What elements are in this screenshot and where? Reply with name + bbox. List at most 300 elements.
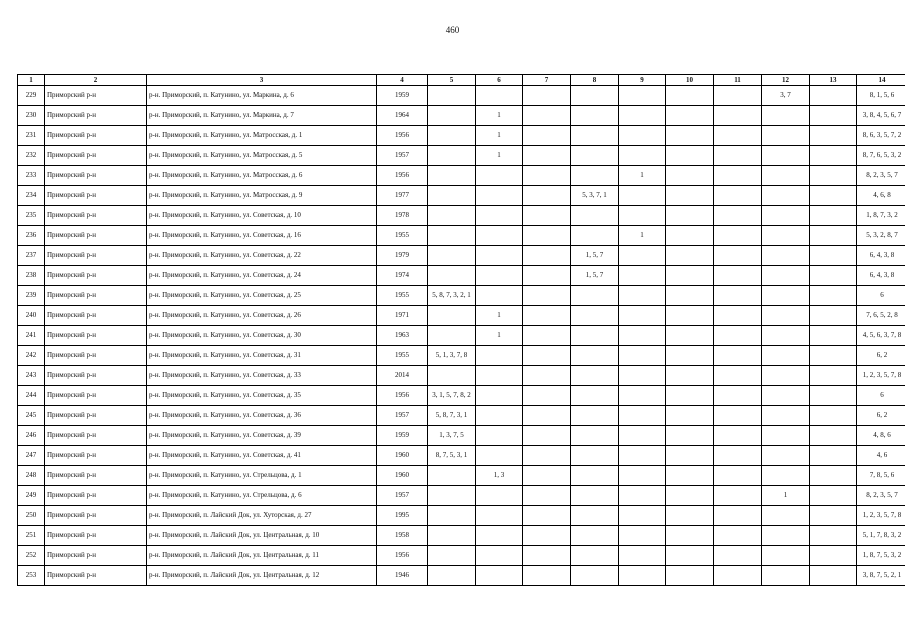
column-5-cell: 5, 1, 3, 7, 8: [428, 346, 476, 366]
address-cell: р-н. Приморский, п. Катунино, ул. Советская, д. 33: [147, 366, 377, 386]
year-cell: 1995: [377, 506, 428, 526]
column-14-cell: 8, 1, 5, 6: [857, 86, 905, 106]
column-10-cell: [666, 146, 714, 166]
column-9-cell: [619, 306, 666, 326]
row-number: 249: [18, 486, 45, 506]
column-14-cell: 1, 2, 3, 5, 7, 8: [857, 366, 905, 386]
row-number: 247: [18, 446, 45, 466]
district-cell: Приморский р-н: [45, 166, 147, 186]
district-cell: Приморский р-н: [45, 266, 147, 286]
row-number: 250: [18, 506, 45, 526]
year-cell: 1958: [377, 526, 428, 546]
year-cell: 1956: [377, 166, 428, 186]
column-8-cell: [571, 146, 619, 166]
column-12-cell: [762, 146, 810, 166]
column-11-cell: [714, 126, 762, 146]
table-row: [18, 206, 905, 226]
table-row: [18, 526, 905, 546]
row-number: 253: [18, 566, 45, 586]
column-10-cell: [666, 506, 714, 526]
column-10-cell: [666, 526, 714, 546]
district-cell: Приморский р-н: [45, 226, 147, 246]
row-number: 245: [18, 406, 45, 426]
column-9-cell: [619, 106, 666, 126]
column-8-cell: [571, 506, 619, 526]
column-9-cell: [619, 246, 666, 266]
column-11-cell: [714, 486, 762, 506]
district-cell: Приморский р-н: [45, 506, 147, 526]
district-cell: Приморский р-н: [45, 406, 147, 426]
column-9-cell: [619, 366, 666, 386]
column-14-cell: 4, 5, 6, 3, 7, 8: [857, 326, 905, 346]
column-5-cell: 5, 8, 7, 3, 1: [428, 406, 476, 426]
column-5-cell: 1, 3, 7, 5: [428, 426, 476, 446]
column-9-cell: [619, 86, 666, 106]
column-13-cell: [810, 426, 857, 446]
column-11-cell: [714, 326, 762, 346]
table-row: [18, 486, 905, 506]
column-12-cell: [762, 246, 810, 266]
column-7-cell: [523, 86, 571, 106]
year-cell: 1974: [377, 266, 428, 286]
column-12-cell: [762, 266, 810, 286]
column-5-cell: [428, 86, 476, 106]
column-12-cell: [762, 506, 810, 526]
column-6-cell: [476, 406, 523, 426]
column-13-cell: [810, 406, 857, 426]
column-6-cell: [476, 286, 523, 306]
address-cell: р-н. Приморский, п. Катунино, ул. Маркина, д. 6: [147, 86, 377, 106]
column-11-cell: [714, 166, 762, 186]
column-9-cell: [619, 326, 666, 346]
column-9-cell: [619, 506, 666, 526]
column-5-cell: [428, 486, 476, 506]
column-11-cell: [714, 506, 762, 526]
column-5-cell: 8, 7, 5, 3, 1: [428, 446, 476, 466]
column-11-cell: [714, 566, 762, 586]
column-13-cell: [810, 246, 857, 266]
column-11-cell: [714, 406, 762, 426]
column-13-cell: [810, 566, 857, 586]
year-cell: 1959: [377, 86, 428, 106]
column-9-cell: [619, 346, 666, 366]
column-5-cell: [428, 566, 476, 586]
column-8-cell: [571, 86, 619, 106]
column-14-cell: 6, 4, 3, 8: [857, 266, 905, 286]
table-row: [18, 546, 905, 566]
column-14-cell: 5, 1, 7, 8, 3, 2: [857, 526, 905, 546]
table-row: [18, 246, 905, 266]
column-7-cell: [523, 266, 571, 286]
column-5-cell: 5, 8, 7, 3, 2, 1: [428, 286, 476, 306]
column-7-cell: [523, 566, 571, 586]
column-8-cell: [571, 426, 619, 446]
address-cell: р-н. Приморский, п. Лайский Док, ул. Центральная, д. 10: [147, 526, 377, 546]
column-9-cell: [619, 286, 666, 306]
column-10-cell: [666, 206, 714, 226]
column-9-cell: 1: [619, 166, 666, 186]
table-row: [18, 406, 905, 426]
address-cell: р-н. Приморский, п. Лайский Док, ул. Хуторская, д. 27: [147, 506, 377, 526]
row-number: 239: [18, 286, 45, 306]
column-5-cell: [428, 466, 476, 486]
column-11-cell: [714, 526, 762, 546]
column-9-cell: [619, 266, 666, 286]
column-13-cell: [810, 446, 857, 466]
column-11-cell: [714, 206, 762, 226]
table-row: [18, 86, 905, 106]
row-number: 242: [18, 346, 45, 366]
column-10-cell: [666, 86, 714, 106]
column-8-cell: [571, 546, 619, 566]
column-13-cell: [810, 126, 857, 146]
column-12-cell: [762, 186, 810, 206]
column-9-cell: [619, 466, 666, 486]
header-row: [18, 75, 905, 86]
column-10-cell: [666, 386, 714, 406]
column-14-cell: 7, 6, 5, 2, 8: [857, 306, 905, 326]
year-cell: 2014: [377, 366, 428, 386]
column-6-cell: [476, 266, 523, 286]
column-10-cell: [666, 426, 714, 446]
address-cell: р-н. Приморский, п. Катунино, ул. Советская, д. 22: [147, 246, 377, 266]
year-cell: 1955: [377, 226, 428, 246]
column-12-cell: [762, 446, 810, 466]
column-6-cell: [476, 526, 523, 546]
year-cell: 1978: [377, 206, 428, 226]
column-header: 3: [147, 75, 377, 86]
column-11-cell: [714, 226, 762, 246]
table-row: [18, 366, 905, 386]
column-14-cell: 3, 8, 7, 5, 2, 1: [857, 566, 905, 586]
column-7-cell: [523, 226, 571, 246]
address-cell: р-н. Приморский, п. Катунино, ул. Матросская, д. 5: [147, 146, 377, 166]
column-10-cell: [666, 406, 714, 426]
column-14-cell: 8, 2, 3, 5, 7: [857, 166, 905, 186]
table-row: [18, 266, 905, 286]
column-10-cell: [666, 266, 714, 286]
year-cell: 1960: [377, 466, 428, 486]
table-row: [18, 426, 905, 446]
address-cell: р-н. Приморский, п. Катунино, ул. Советская, д. 30: [147, 326, 377, 346]
address-cell: р-н. Приморский, п. Катунино, ул. Советская, д. 16: [147, 226, 377, 246]
column-12-cell: [762, 526, 810, 546]
district-cell: Приморский р-н: [45, 146, 147, 166]
column-8-cell: [571, 126, 619, 146]
column-10-cell: [666, 546, 714, 566]
district-cell: Приморский р-н: [45, 486, 147, 506]
column-9-cell: [619, 426, 666, 446]
column-6-cell: [476, 426, 523, 446]
row-number: 231: [18, 126, 45, 146]
column-5-cell: [428, 546, 476, 566]
column-7-cell: [523, 446, 571, 466]
column-9-cell: [619, 386, 666, 406]
table-row: [18, 226, 905, 246]
column-12-cell: 3, 7: [762, 86, 810, 106]
address-cell: р-н. Приморский, п. Катунино, ул. Матросская, д. 1: [147, 126, 377, 146]
column-10-cell: [666, 346, 714, 366]
row-number: 229: [18, 86, 45, 106]
column-6-cell: 1: [476, 146, 523, 166]
column-10-cell: [666, 286, 714, 306]
column-12-cell: [762, 566, 810, 586]
column-11-cell: [714, 346, 762, 366]
column-9-cell: [619, 146, 666, 166]
column-8-cell: [571, 346, 619, 366]
column-5-cell: [428, 526, 476, 546]
column-7-cell: [523, 426, 571, 446]
column-6-cell: [476, 246, 523, 266]
column-8-cell: [571, 566, 619, 586]
column-6-cell: [476, 486, 523, 506]
column-6-cell: [476, 86, 523, 106]
column-9-cell: [619, 486, 666, 506]
column-13-cell: [810, 326, 857, 346]
column-header: 5: [428, 75, 476, 86]
column-12-cell: [762, 306, 810, 326]
column-8-cell: [571, 106, 619, 126]
column-14-cell: 6, 2: [857, 346, 905, 366]
column-10-cell: [666, 366, 714, 386]
column-8-cell: [571, 226, 619, 246]
district-cell: Приморский р-н: [45, 326, 147, 346]
year-cell: 1946: [377, 566, 428, 586]
column-5-cell: [428, 126, 476, 146]
column-12-cell: [762, 366, 810, 386]
address-cell: р-н. Приморский, п. Катунино, ул. Советская, д. 41: [147, 446, 377, 466]
column-14-cell: 7, 8, 5, 6: [857, 466, 905, 486]
column-5-cell: [428, 366, 476, 386]
column-14-cell: 4, 6: [857, 446, 905, 466]
column-7-cell: [523, 146, 571, 166]
column-10-cell: [666, 246, 714, 266]
row-number: 235: [18, 206, 45, 226]
row-number: 244: [18, 386, 45, 406]
table-row: [18, 466, 905, 486]
column-6-cell: 1: [476, 126, 523, 146]
row-number: 248: [18, 466, 45, 486]
year-cell: 1956: [377, 126, 428, 146]
column-11-cell: [714, 306, 762, 326]
column-6-cell: [476, 346, 523, 366]
column-14-cell: 6: [857, 286, 905, 306]
column-7-cell: [523, 366, 571, 386]
column-header: 11: [714, 75, 762, 86]
column-9-cell: [619, 446, 666, 466]
column-10-cell: [666, 326, 714, 346]
column-11-cell: [714, 86, 762, 106]
column-14-cell: 6, 2: [857, 406, 905, 426]
table-row: [18, 386, 905, 406]
column-11-cell: [714, 546, 762, 566]
table-row: [18, 286, 905, 306]
column-7-cell: [523, 306, 571, 326]
district-cell: Приморский р-н: [45, 286, 147, 306]
column-7-cell: [523, 326, 571, 346]
column-14-cell: 4, 6, 8: [857, 186, 905, 206]
table-row: [18, 146, 905, 166]
column-13-cell: [810, 346, 857, 366]
column-8-cell: [571, 286, 619, 306]
column-13-cell: [810, 106, 857, 126]
district-cell: Приморский р-н: [45, 86, 147, 106]
column-12-cell: [762, 126, 810, 146]
column-6-cell: 1: [476, 106, 523, 126]
column-12-cell: [762, 326, 810, 346]
column-10-cell: [666, 466, 714, 486]
column-6-cell: [476, 386, 523, 406]
column-12-cell: [762, 466, 810, 486]
column-7-cell: [523, 126, 571, 146]
column-13-cell: [810, 146, 857, 166]
column-8-cell: 5, 3, 7, 1: [571, 186, 619, 206]
column-10-cell: [666, 486, 714, 506]
address-cell: р-н. Приморский, п. Катунино, ул. Стрельцова, д. 6: [147, 486, 377, 506]
column-13-cell: [810, 386, 857, 406]
page-number: 460: [445, 25, 460, 35]
column-12-cell: [762, 346, 810, 366]
column-9-cell: [619, 206, 666, 226]
column-11-cell: [714, 466, 762, 486]
column-6-cell: [476, 446, 523, 466]
district-cell: Приморский р-н: [45, 446, 147, 466]
column-11-cell: [714, 246, 762, 266]
district-cell: Приморский р-н: [45, 466, 147, 486]
column-5-cell: 3, 1, 5, 7, 8, 2: [428, 386, 476, 406]
address-cell: р-н. Приморский, п. Лайский Док, ул. Центральная, д. 11: [147, 546, 377, 566]
column-6-cell: [476, 366, 523, 386]
column-8-cell: 1, 5, 7: [571, 246, 619, 266]
column-5-cell: [428, 266, 476, 286]
year-cell: 1956: [377, 386, 428, 406]
column-14-cell: 6: [857, 386, 905, 406]
column-7-cell: [523, 526, 571, 546]
column-11-cell: [714, 426, 762, 446]
column-header: 4: [377, 75, 428, 86]
address-cell: р-н. Приморский, п. Катунино, ул. Матросская, д. 6: [147, 166, 377, 186]
row-number: 243: [18, 366, 45, 386]
year-cell: 1957: [377, 406, 428, 426]
district-cell: Приморский р-н: [45, 206, 147, 226]
row-number: 246: [18, 426, 45, 446]
year-cell: 1955: [377, 286, 428, 306]
column-5-cell: [428, 246, 476, 266]
column-header: 1: [18, 75, 45, 86]
table-row: [18, 566, 905, 586]
year-cell: 1971: [377, 306, 428, 326]
district-cell: Приморский р-н: [45, 366, 147, 386]
column-5-cell: [428, 226, 476, 246]
column-8-cell: [571, 406, 619, 426]
year-cell: 1957: [377, 146, 428, 166]
column-12-cell: 1: [762, 486, 810, 506]
row-number: 232: [18, 146, 45, 166]
column-6-cell: [476, 546, 523, 566]
column-9-cell: [619, 566, 666, 586]
column-6-cell: [476, 206, 523, 226]
year-cell: 1959: [377, 426, 428, 446]
row-number: 238: [18, 266, 45, 286]
table-header: [18, 75, 905, 86]
row-number: 233: [18, 166, 45, 186]
column-11-cell: [714, 266, 762, 286]
column-header: 14: [857, 75, 905, 86]
column-7-cell: [523, 166, 571, 186]
year-cell: 1955: [377, 346, 428, 366]
column-13-cell: [810, 306, 857, 326]
column-8-cell: [571, 486, 619, 506]
column-9-cell: [619, 126, 666, 146]
address-cell: р-н. Приморский, п. Катунино, ул. Советская, д. 36: [147, 406, 377, 426]
table-row: [18, 186, 905, 206]
column-12-cell: [762, 426, 810, 446]
column-12-cell: [762, 406, 810, 426]
column-10-cell: [666, 186, 714, 206]
row-number: 251: [18, 526, 45, 546]
column-7-cell: [523, 246, 571, 266]
row-number: 252: [18, 546, 45, 566]
column-13-cell: [810, 86, 857, 106]
address-cell: р-н. Приморский, п. Катунино, ул. Матросская, д. 9: [147, 186, 377, 206]
column-header: 12: [762, 75, 810, 86]
column-12-cell: [762, 206, 810, 226]
column-12-cell: [762, 106, 810, 126]
column-14-cell: 8, 2, 3, 5, 7: [857, 486, 905, 506]
column-6-cell: [476, 566, 523, 586]
column-14-cell: 5, 3, 2, 8, 7: [857, 226, 905, 246]
table-row: [18, 106, 905, 126]
column-7-cell: [523, 346, 571, 366]
column-7-cell: [523, 466, 571, 486]
column-11-cell: [714, 146, 762, 166]
column-5-cell: [428, 166, 476, 186]
column-8-cell: [571, 206, 619, 226]
column-11-cell: [714, 446, 762, 466]
column-13-cell: [810, 366, 857, 386]
column-header: 2: [45, 75, 147, 86]
column-5-cell: [428, 106, 476, 126]
column-5-cell: [428, 506, 476, 526]
column-6-cell: [476, 506, 523, 526]
column-5-cell: [428, 206, 476, 226]
column-8-cell: [571, 306, 619, 326]
column-header: 7: [523, 75, 571, 86]
column-6-cell: 1: [476, 306, 523, 326]
row-number: 241: [18, 326, 45, 346]
district-cell: Приморский р-н: [45, 306, 147, 326]
column-5-cell: [428, 306, 476, 326]
column-14-cell: 1, 8, 7, 3, 2: [857, 206, 905, 226]
column-9-cell: [619, 546, 666, 566]
column-12-cell: [762, 226, 810, 246]
column-7-cell: [523, 406, 571, 426]
address-cell: р-н. Приморский, п. Катунино, ул. Советская, д. 10: [147, 206, 377, 226]
column-10-cell: [666, 306, 714, 326]
column-13-cell: [810, 526, 857, 546]
column-header: 13: [810, 75, 857, 86]
row-number: 230: [18, 106, 45, 126]
column-13-cell: [810, 286, 857, 306]
table-row: [18, 166, 905, 186]
column-12-cell: [762, 546, 810, 566]
row-number: 236: [18, 226, 45, 246]
column-13-cell: [810, 206, 857, 226]
column-13-cell: [810, 546, 857, 566]
address-cell: р-н. Приморский, п. Катунино, ул. Советская, д. 25: [147, 286, 377, 306]
table-body: [18, 86, 905, 586]
table-row: [18, 326, 905, 346]
